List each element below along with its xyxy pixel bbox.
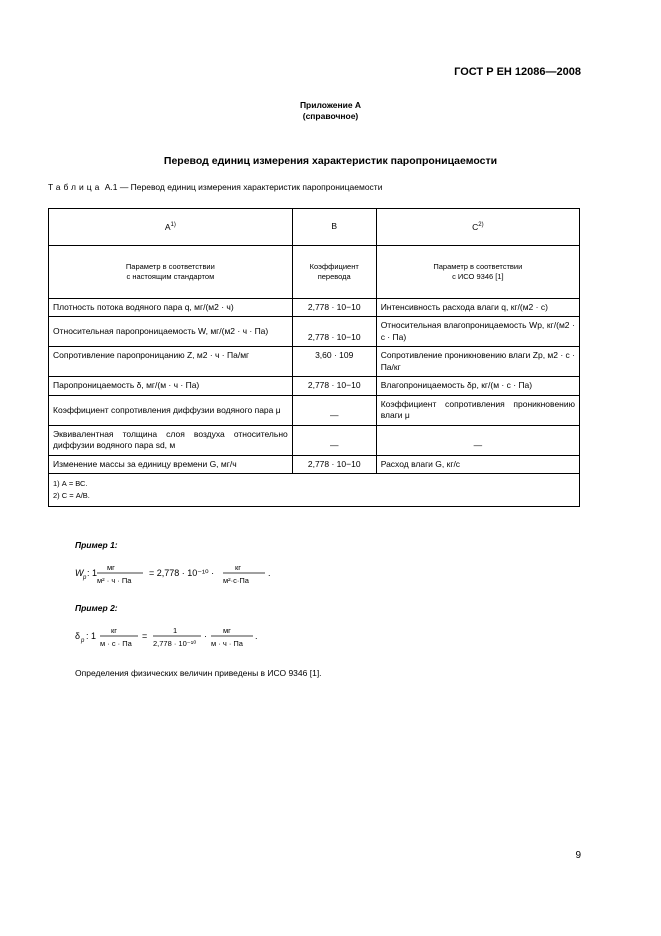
svg-text:мг: мг: [107, 563, 115, 572]
svg-text:м · ч · Па: м · ч · Па: [211, 639, 243, 648]
header-c-label: С: [472, 221, 479, 232]
cell-c: Влагопроницаемость δp, кг/(м · с · Па): [376, 377, 579, 395]
header-c: [376, 209, 579, 246]
cell-a: Изменение массы за единицу времени G, мг/ч: [49, 455, 293, 473]
conversion-table: [48, 208, 580, 507]
table-footnotes-row: [49, 474, 580, 507]
svg-text:.: .: [255, 631, 258, 641]
header-b-label: В: [331, 221, 338, 232]
svg-text:мг: мг: [223, 626, 231, 635]
table-row: [49, 455, 580, 473]
example2-formula-svg: [75, 625, 295, 655]
cell-a: Сопротивление паропроницанию Z, м2 · ч · Па/мг: [49, 347, 293, 377]
svg-text:p: p: [81, 638, 85, 644]
subheader-c-line2: с ИСО 9346 [1]: [452, 272, 504, 281]
cell-b: 2,778 · 10−10: [292, 455, 376, 473]
cell-b: 2,778 · 10−10: [292, 317, 376, 347]
iso-reference-note: Определения физических величин приведены в ИСО 9346 [1].: [75, 668, 322, 678]
cell-c: —: [376, 425, 579, 455]
section-title: Перевод единиц измерения характеристик паропроницаемости: [163, 155, 498, 167]
example1-formula-svg: [75, 562, 295, 592]
svg-text:=: =: [142, 631, 148, 641]
annex-subtitle: (справочное): [302, 111, 359, 121]
cell-a: Эквивалентная толщина слоя воздуха относительно диффузии водяного пара sd, м: [49, 425, 293, 455]
table-row: [49, 299, 580, 317]
example2-formula: [75, 625, 295, 657]
table-caption-text: А.1 — Перевод единиц измерения характеристик паропроницаемости: [104, 182, 383, 192]
subheader-c-line1: Параметр в соответствии: [433, 261, 523, 271]
cell-c: Расход влаги G, кг/с: [376, 455, 579, 473]
cell-a: Коэффициент сопротивления диффузии водяного пара μ: [49, 395, 293, 425]
example1-label: Пример 1:: [75, 540, 118, 550]
table-subheader-row: [49, 246, 580, 299]
cell-b: 3,60 · 109: [292, 347, 376, 377]
svg-text:W: W: [75, 568, 84, 578]
table-row: [49, 377, 580, 395]
svg-text:= 2,778 · 10⁻¹⁰ ·: = 2,778 · 10⁻¹⁰ ·: [149, 568, 215, 578]
cell-a: Плотность потока водяного пара q, мг/(м2 · ч): [49, 299, 293, 317]
subheader-b-line2: перевода: [317, 272, 351, 281]
subheader-b: [292, 246, 376, 299]
cell-b: 2,778 · 10−10: [292, 299, 376, 317]
cell-c: Сопротивление проникновению влаги Zp, м2 · с · Па/кг: [376, 347, 579, 377]
table-header-row: [49, 209, 580, 246]
example1-formula: [75, 562, 295, 594]
header-a-label: А: [164, 221, 171, 232]
table-row: [49, 395, 580, 425]
svg-text:м · с · Па: м · с · Па: [100, 639, 132, 648]
annex-title: Приложение А: [299, 100, 362, 110]
svg-text:кг: кг: [235, 563, 242, 572]
subheader-a: [49, 246, 293, 299]
header-a-mark: 1): [170, 221, 176, 228]
table-footnotes: [49, 474, 580, 507]
cell-b: —: [292, 425, 376, 455]
svg-text:м²·с·Па: м²·с·Па: [223, 576, 249, 585]
header-a: [49, 209, 293, 246]
svg-text:: 1: : 1: [87, 568, 98, 578]
svg-text:.: .: [268, 568, 271, 578]
page-number: 9: [575, 850, 581, 861]
table-row: [49, 317, 580, 347]
subheader-c: [376, 246, 579, 299]
example2-label: Пример 2:: [75, 603, 118, 613]
standard-number: ГОСТ Р ЕН 12086—2008: [454, 66, 581, 78]
table-row: [49, 425, 580, 455]
table-row: [49, 347, 580, 377]
svg-text:: 1: : 1: [86, 631, 97, 641]
svg-text:2,778 · 10⁻¹⁰: 2,778 · 10⁻¹⁰: [153, 639, 197, 648]
subheader-a-line1: Параметр в соответствии: [125, 261, 215, 271]
subheader-b-line1: Коэффициент: [309, 261, 359, 271]
footnote-1: 1) А = ВС.: [53, 479, 88, 489]
svg-text:кг: кг: [111, 626, 118, 635]
table-caption-prefix: Таблица: [48, 182, 103, 192]
cell-a: Паропроницаемость δ, мг/(м · ч · Па): [49, 377, 293, 395]
table-caption: [48, 182, 382, 192]
cell-b: —: [292, 395, 376, 425]
svg-text:·: ·: [204, 631, 207, 641]
cell-b: 2,778 · 10−10: [292, 377, 376, 395]
cell-a: Относительная паропроницаемость W, мг/(м2 · ч · Па): [49, 317, 293, 347]
svg-text:p: p: [83, 575, 87, 581]
header-b: [292, 209, 376, 246]
cell-c: Коэффициент сопротивления проникновению влаги μ: [376, 395, 579, 425]
svg-text:м² · ч · Па: м² · ч · Па: [97, 576, 132, 585]
svg-text:δ: δ: [75, 631, 81, 641]
header-c-mark: 2): [478, 221, 484, 228]
footnote-2: 2) С = А/В.: [53, 491, 90, 501]
cell-c: Интенсивность расхода влаги q, кг/(м2 · с): [376, 299, 579, 317]
subheader-a-line2: с настоящим стандартом: [126, 272, 215, 281]
svg-text:1: 1: [173, 626, 178, 635]
cell-c: Относительная влагопроницаемость Wp, кг/(м2 · с · Па): [376, 317, 579, 347]
